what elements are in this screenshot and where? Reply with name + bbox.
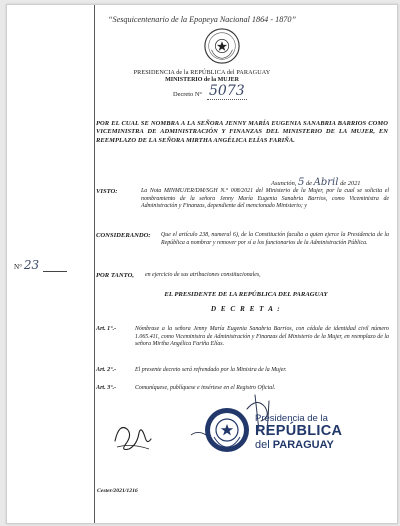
ministerio-heading: MINISTERIO de la MUJER <box>165 77 239 83</box>
motto-line: “Sesquicentenario de la Epopeya Nacional 1864 - 1870” <box>107 15 297 24</box>
presidency-logo <box>255 413 342 451</box>
logo-line-2: REPÚBLICA <box>255 423 343 439</box>
considerando-text: Que el artículo 238, numeral 6), de la Constitución faculta a quien ejerce la Presidencia de la República a nombrar y remover por sí a los funcionarios de la Administración Pública. <box>161 232 389 246</box>
visto-text: La Nota MINMUJER/DM/SGH N.° 008/2021 del Ministerio de la Mujer, por la cual se solicita el nombramiento de la señora Jenny María Eugenia Sanabria Barrios, como Viceministra de Administración y Finanzas, dependiente del mencionado Ministerio; y <box>141 188 389 210</box>
article-1-text: Nómbrase a la señora Jenny María Eugenia Sanabria Barrios, con cédula de identidad civil número 1.065.411, como Viceministra de Administración y Finanzas del Ministerio de la Mujer, en reemplazo de la señora Mirtha Angélica Fariña Elías. <box>135 326 389 348</box>
side-number-value: 23 <box>23 258 40 272</box>
article-3-text: Comuníquese, publíquese e insértese en el Registro Oficial. <box>135 385 276 391</box>
article-2-label: Art. 2°.- <box>96 367 117 373</box>
visto-label: VISTO: <box>96 188 118 195</box>
date-month: Abril <box>313 177 339 188</box>
date-day: 5 <box>298 177 305 188</box>
decreto-number: 5073 <box>209 83 245 99</box>
logo-line-3b: PARAGUAY <box>272 439 334 451</box>
date-prefix: Asunción, <box>271 180 297 187</box>
por-tanto-label: POR TANTO, <box>96 272 134 279</box>
presidency-seal-icon <box>204 407 250 453</box>
decreta-heading: D E C R E T A : <box>210 305 282 313</box>
considerando-label: CONSIDERANDO: <box>96 232 151 239</box>
side-number-underline <box>43 271 67 272</box>
president-declaration: EL PRESIDENTE DE LA REPÚBLICA DEL PARAGUAY <box>164 291 328 298</box>
decreto-number-underline <box>207 99 247 100</box>
date-year: de 2021 <box>340 180 361 187</box>
article-2-text: El presente decreto será refrendado por la Ministra de la Mujer. <box>135 367 287 373</box>
presidencia-heading: PRESIDENCIA de la REPÚBLICA del PARAGUAY <box>133 69 271 76</box>
logo-line-3a: del <box>255 439 270 451</box>
logo-line-3 <box>255 439 342 451</box>
date-line <box>271 177 360 188</box>
footer-code: Cester/2021/1216 <box>97 488 138 494</box>
article-1-label: Art. 1°.- <box>96 326 117 332</box>
minister-signature <box>111 419 155 455</box>
national-seal-icon <box>203 27 241 65</box>
side-number-prefix: N° <box>14 263 23 271</box>
por-tanto-text: en ejercicio de sus atribuciones constitucionales, <box>145 272 261 278</box>
article-3-label: Art. 3°.- <box>96 385 117 391</box>
logo-line-1: Presidencia de la <box>255 413 328 424</box>
date-sep: de <box>305 180 313 187</box>
decree-title: POR EL CUAL SE NOMBRA A LA SEÑORA JENNY MARÍA EUGENIA SANABRIA BARRIOS COMO VICEMINISTRA DE ADMINISTRACIÓN Y FINANZAS DEL MINISTERIO DE LA MUJER, EN REEMPLAZO DE LA SEÑORA MIRTHA ANGÉLICA ELÍAS FARIÑA. <box>96 120 388 144</box>
decreto-number-line <box>173 83 245 99</box>
side-number <box>14 258 67 272</box>
decreto-label: Decreto N° <box>173 91 202 98</box>
